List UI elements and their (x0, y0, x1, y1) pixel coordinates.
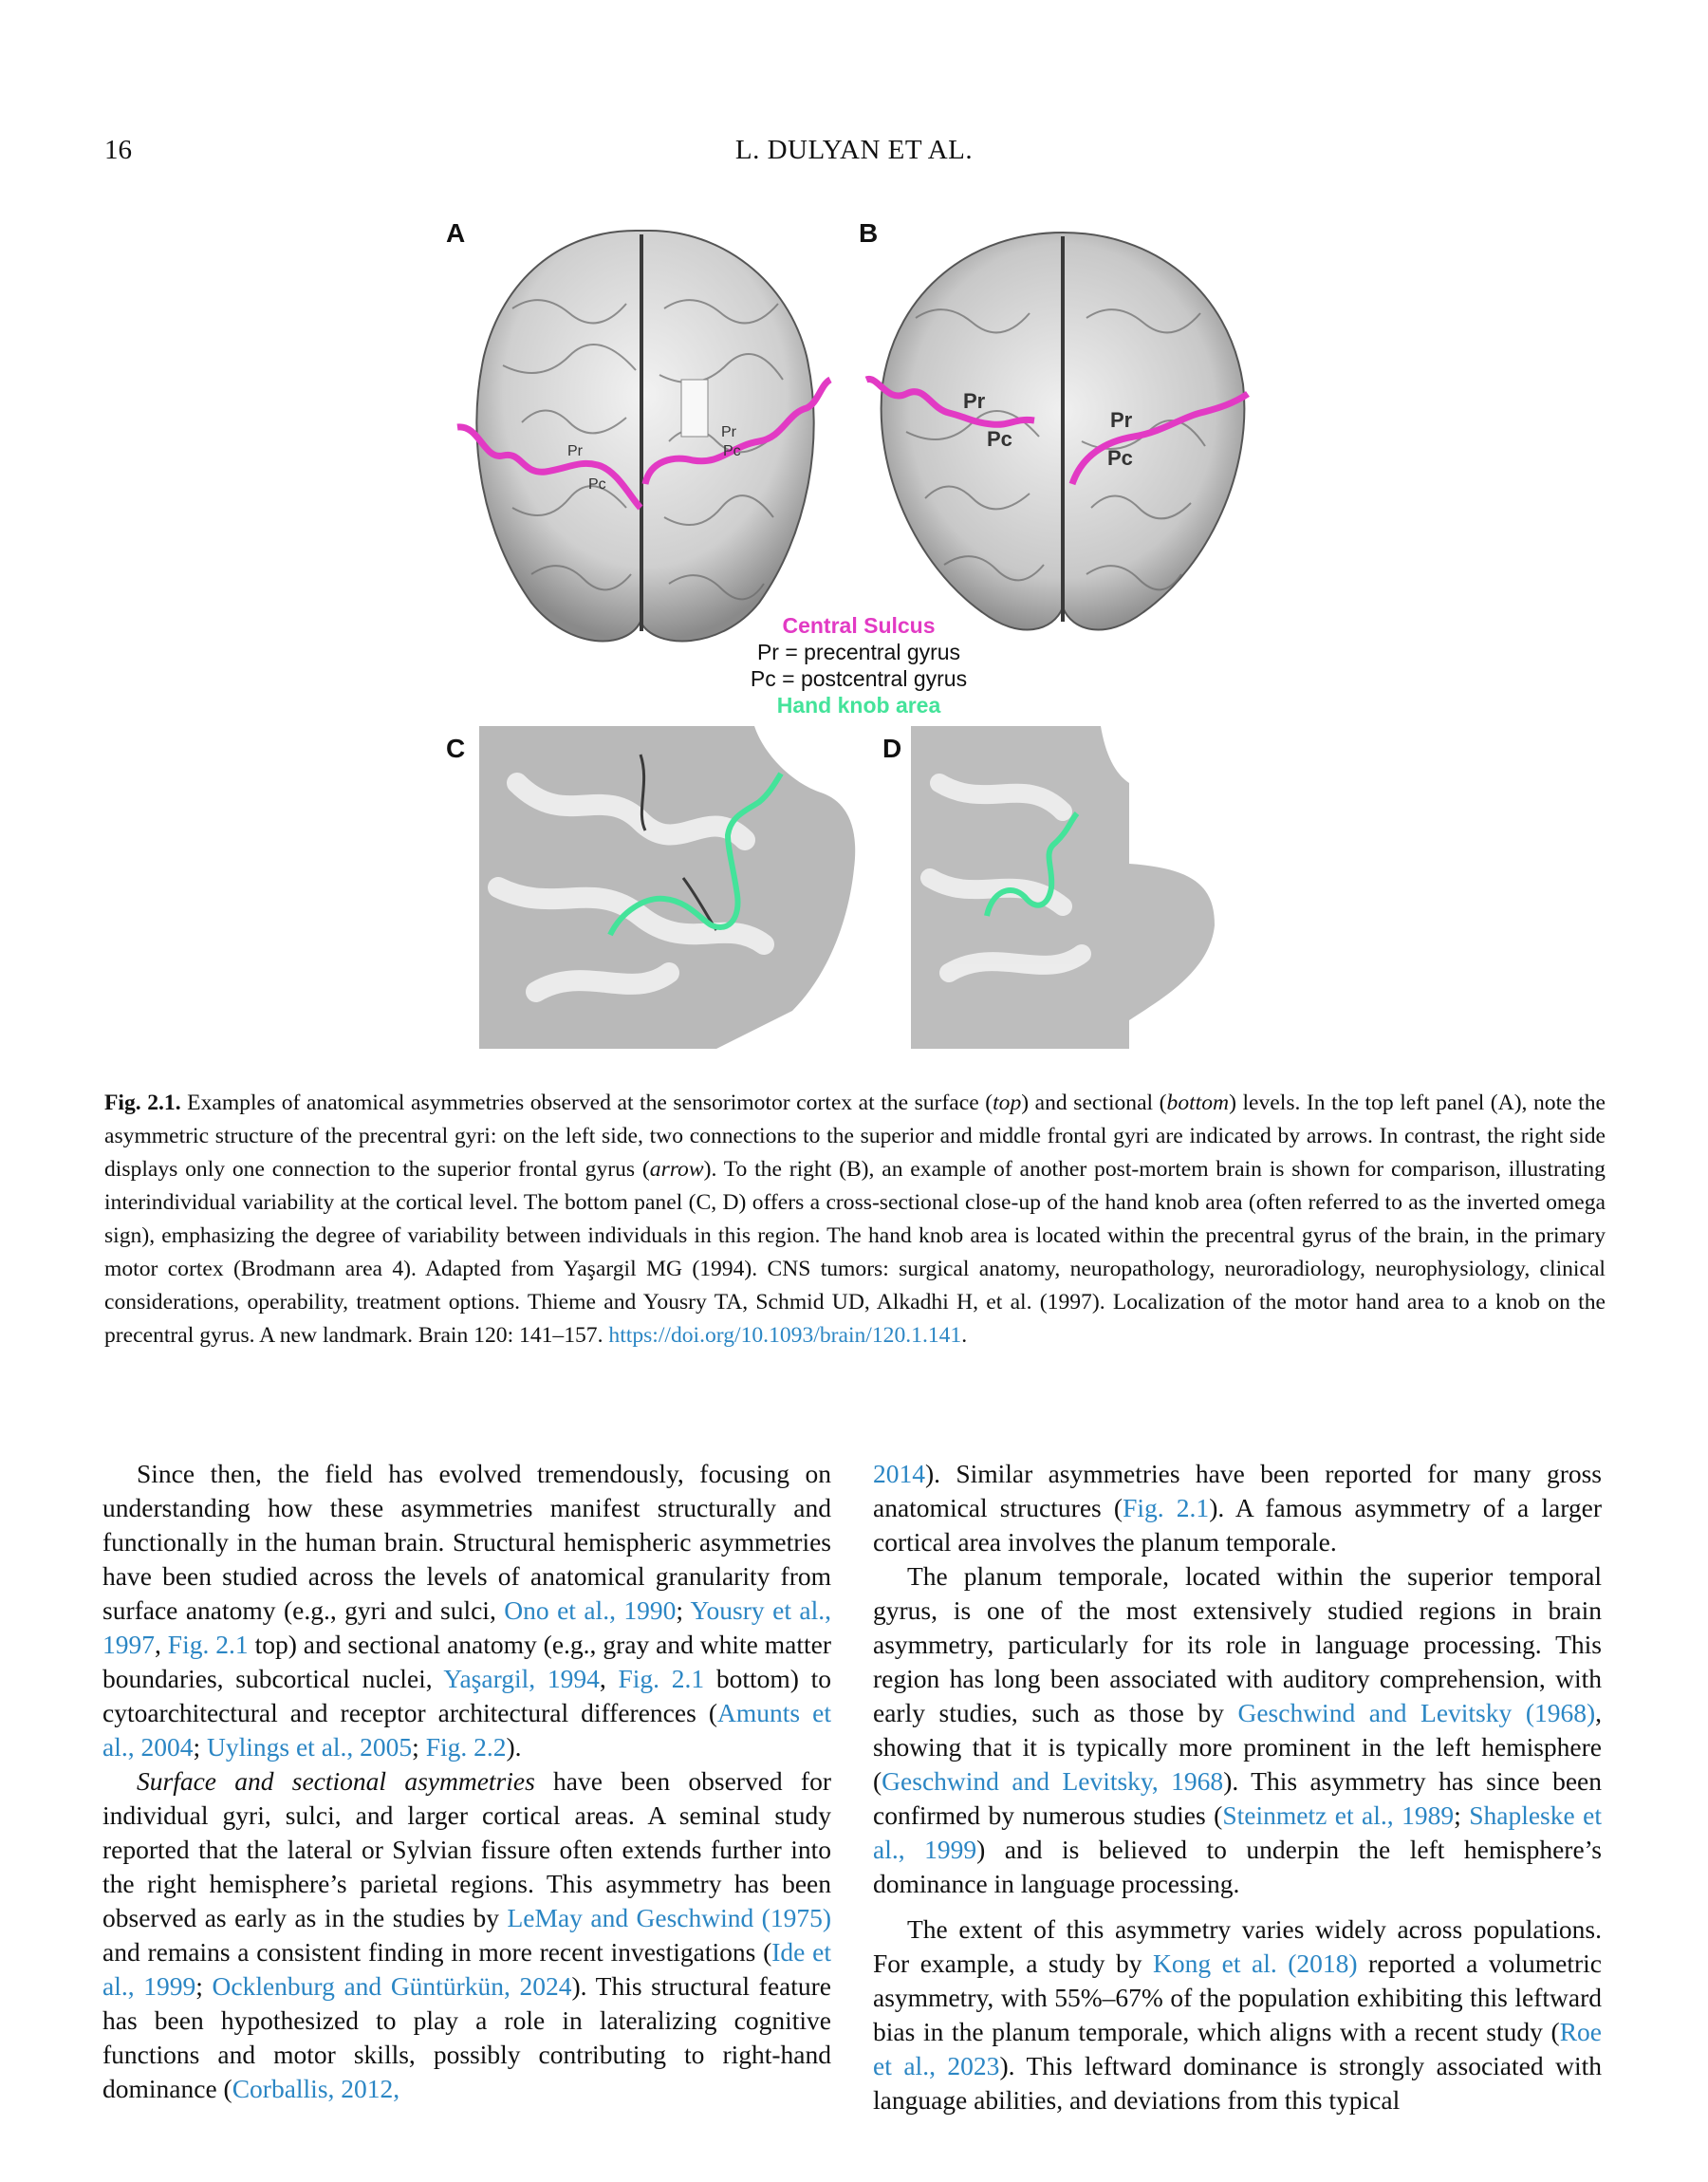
citation-link[interactable]: Yousry et al., 1997 (102, 1595, 831, 1659)
caption-emphasis: arrow (649, 1157, 704, 1182)
citation-link[interactable]: Ide et al., 1999 (102, 1937, 831, 2001)
panel-label-c: C (446, 734, 466, 763)
caption-emphasis: bottom (1166, 1091, 1230, 1115)
figure-link[interactable]: Fig. 2.1 (167, 1630, 249, 1659)
legend-pr-definition: Pr = precentral gyrus (756, 640, 961, 664)
caption-text: Examples of anatomical asymmetries observed at the sensorimotor cortex at the surface ( (180, 1091, 993, 1115)
figure-legend (432, 612, 1286, 718)
caption-text: ) levels. In the top left panel (A), note the asymmetric structure of the precentral gyri: on the left side, two connections to the superior and middle frontal gyri are indicated by arrows. In contrast, the right side displays only one connection to the superior frontal gyrus ( (104, 1091, 1606, 1182)
page-number: 16 (104, 135, 132, 165)
citation-link[interactable]: LeMay and Geschwind (1975) (507, 1903, 831, 1932)
citation-link[interactable]: Geschwind and Levitsky (1968) (1237, 1698, 1596, 1727)
caption-text: ) and sectional ( (1021, 1091, 1167, 1115)
page-header (104, 135, 1604, 173)
body-column-left (102, 1457, 831, 2106)
legend-central-sulcus: Central Sulcus (782, 613, 936, 638)
caption-text: . (961, 1323, 968, 1348)
citation-link[interactable]: Corballis, 2012, (232, 2074, 400, 2103)
section-image-c (479, 726, 863, 1049)
label-pc-a-right: Pc (723, 443, 741, 459)
label-pc-a: Pc (588, 476, 606, 493)
figure-2-1 (432, 214, 1286, 1068)
citation-link[interactable]: Geschwind and Levitsky, 1968 (882, 1766, 1224, 1796)
running-head: L. DULYAN ET AL. (734, 135, 974, 165)
citation-link[interactable]: Amunts et al., 2004 (102, 1698, 831, 1762)
citation-link[interactable]: Yaşargil, 1994 (443, 1664, 600, 1693)
citation-link[interactable]: Steinmetz et al., 1989 (1222, 1800, 1455, 1830)
paragraph: The planum temporale, located within the superior temporal gyrus, is one of the most extensively studied regions in brain asymmetry, particularly for its role in language processing. This region has long been associated with auditory comprehension, with early studies, such as those by Geschwind and Levitsky (1968), showing that it is typically more prominent in the left hemisphere (Geschwind and Levitsky, 1968). This asymmetry has since been confirmed by numerous studies (Steinmetz et al., 1989; Shapleske et al., 1999) and is believed to underpin the left hemisphere’s dominance in language processing. (873, 1561, 1603, 1898)
citation-link[interactable]: Shapleske et al., 1999 (873, 1800, 1603, 1864)
figure-link[interactable]: Fig. 2.1 (1123, 1493, 1210, 1522)
citation-link[interactable]: Ono et al., 1990 (504, 1595, 677, 1625)
doi-link[interactable]: https://doi.org/10.1093/brain/120.1.141 (608, 1323, 962, 1348)
legend-pc-definition: Pc = postcentral gyrus (750, 666, 968, 691)
citation-link[interactable]: Roe et al., 2023 (873, 2017, 1602, 2080)
panel-label-b: B (859, 218, 879, 248)
label-pr-a: Pr (567, 443, 583, 459)
label-pr-b: Pr (963, 389, 986, 413)
label-pr-a-right: Pr (721, 424, 736, 440)
label-pr-b-right: Pr (1110, 408, 1133, 432)
figure-link[interactable]: Fig. 2.1 (618, 1664, 705, 1693)
panel-label-a: A (446, 218, 466, 248)
label-pc-b: Pc (987, 427, 1012, 451)
label-pc-b-right: Pc (1107, 446, 1133, 470)
panel-label-d: D (882, 734, 902, 763)
legend-hand-knob: Hand knob area (776, 693, 941, 718)
caption-emphasis: top (993, 1091, 1022, 1115)
paragraph: 2014). Similar asymmetries have been reported for many gross anatomical structures (Fig. 2.1). A famous asymmetry of a larger cortical area involves the planum temporale. (873, 1459, 1602, 1557)
brain-image-b (859, 223, 1267, 641)
paragraph: The extent of this asymmetry varies widely across populations. For example, a study by Kong et al. (2018) reported a volumetric asymmetry, with 55%–67% of the population exhibiting this leftward bias in the planum temporale, which aligns with a recent study (Roe et al., 2023). This leftward dominance is strongly associated with language abilities, and deviations from this typical (873, 1914, 1602, 2115)
caption-text: ). To the right (B), an example of another post-mortem brain is shown for comparison, illustrating interindividual variability at the cortical level. The bottom panel (C, D) offers a cross-sectional close-up of the hand knob area (often referred to as the inverted omega sign), emphasizing the degree of variability between individuals in this region. The hand knob area is located within the precentral gyrus of the brain, in the primary motor cortex (Brodmann area 4). Adapted from Yaşargil MG (1994). CNS tumors: surgical anatomy, neuropathology, neuroradiology, neurophysiology, clinical considerations, operability, treatment options. Thieme and Yousry TA, Schmid UD, Alkadhi H, et al. (1997). Localization of the motor hand area to a knob on the precentral gyrus. A new landmark. Brain 120: 141–157. (104, 1157, 1606, 1348)
caption-label: Fig. 2.1. (104, 1091, 181, 1115)
brain-image-a (446, 223, 845, 655)
citation-link[interactable]: Kong et al. (2018) (1153, 1949, 1358, 1978)
citation-link[interactable]: Ocklenburg and Güntürkün, 2024 (212, 1971, 572, 2001)
citation-link[interactable]: Uylings et al., 2005 (207, 1732, 413, 1762)
section-image-d (911, 726, 1238, 1049)
paragraph: Surface and sectional asymmetries have been observed for individual gyri, sulci, and larger cortical areas. A seminal study reported that the lateral or Sylvian fissure often extends further into the right hemisphere’s parietal regions. This asymmetry has been observed as early as in the studies by LeMay and Geschwind (1975) and remains a consistent finding in more recent investigations (Ide et al., 1999; Ocklenburg and Güntürkün, 2024). This structural feature has been hypothesized to play a role in lateralizing cognitive functions and motor skills, possibly contributing to right-hand dominance (Corballis, 2012, (102, 1766, 831, 2103)
figure-link[interactable]: Fig. 2.2 (425, 1732, 507, 1762)
citation-link[interactable]: 2014 (873, 1459, 925, 1488)
paragraph: Since then, the field has evolved tremendously, focusing on understanding how these asymmetries manifest structurally and functionally in the human brain. Structural hemispheric asymmetries have been studied across the levels of anatomical granularity from surface anatomy (e.g., gyri and sulci, Ono et al., 1990; Yousry et al., 1997, Fig. 2.1 top) and sectional anatomy (e.g., gray and white matter boundaries, subcortical nuclei, Yaşargil, 1994, Fig. 2.1 bottom) to cytoarchitectural and receptor architectural differences (Amunts et al., 2004; Uylings et al., 2005; Fig. 2.2). (102, 1459, 831, 1762)
body-column-right (873, 1457, 1602, 2117)
figure-caption (104, 1087, 1606, 1352)
